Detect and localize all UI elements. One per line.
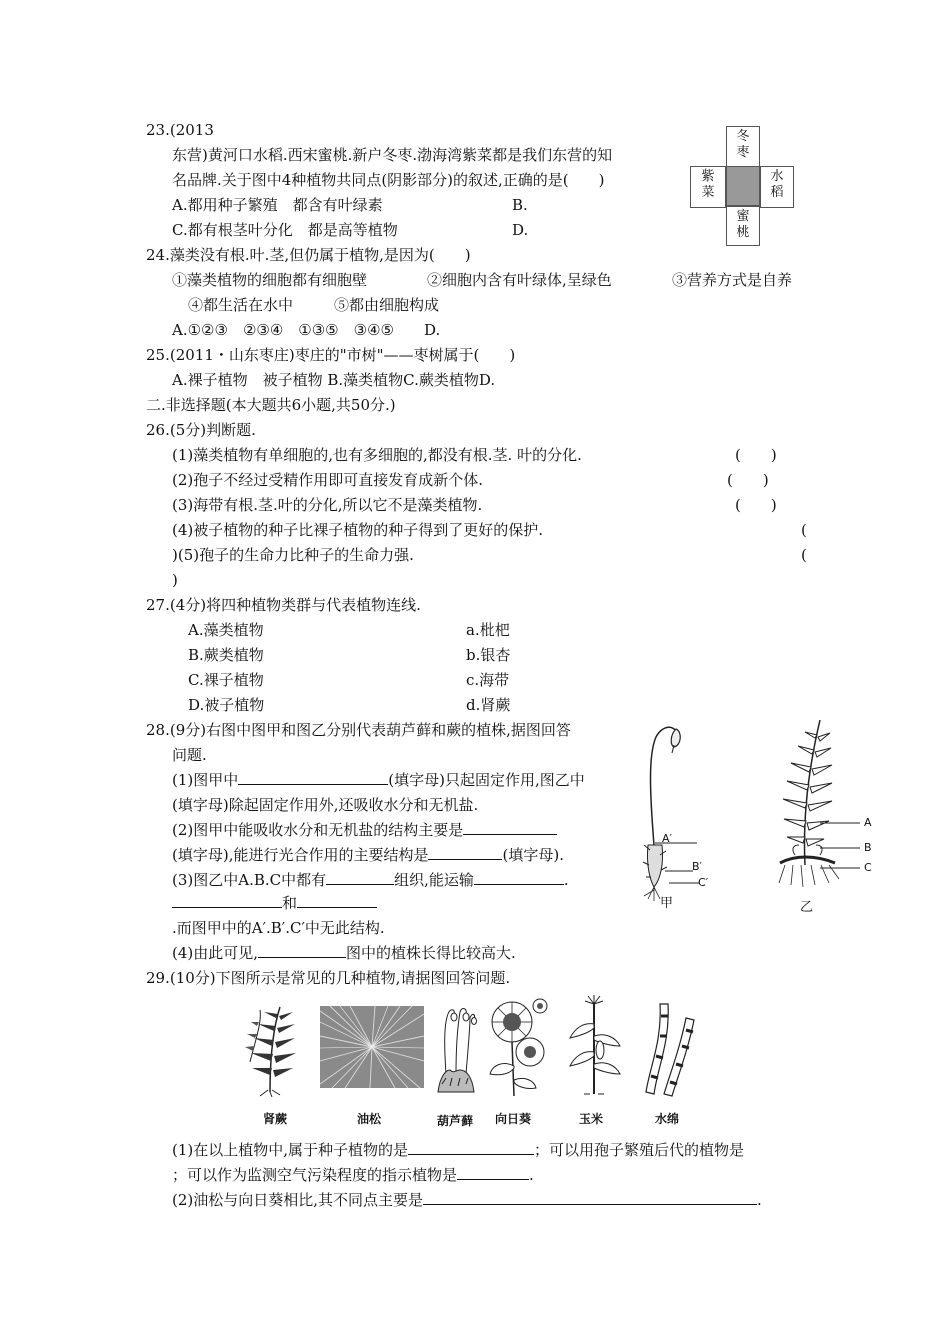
fern-label-a: A	[864, 816, 872, 829]
q26-item-4: (4)被子植物的种子比裸子植物的种子得到了更好的保护.	[172, 521, 544, 539]
q27-stem: 27.(4分)将四种植物类群与代表植物连线.	[146, 596, 421, 614]
q27-plant[interactable]: d.肾蕨	[466, 696, 511, 714]
text: 和	[282, 894, 298, 912]
text: (填字母)只起固定作用,图乙中	[388, 771, 585, 789]
answer-paren-close: )	[172, 571, 178, 589]
q24-statement-5: ⑤都由细胞构成	[334, 296, 440, 314]
q29-stem: 29.(10分)下图所示是常见的几种植物,请据图回答问题.	[146, 969, 511, 987]
fern-leader-lines	[820, 818, 865, 878]
q24-statement-4: ④都生活在水中	[188, 296, 294, 314]
cell-shuidao: 水 稻	[760, 166, 794, 208]
text: ；可以用孢子繁殖后代的植物是	[534, 1141, 745, 1159]
pine-image	[320, 1006, 424, 1088]
cell-zicai: 紫 菜	[690, 166, 726, 208]
q26-item-1: (1)藻类植物有单细胞的,也有多细胞的,都没有根.茎. 叶的分化.	[172, 446, 582, 464]
shaded-common-area	[726, 166, 760, 206]
answer-blank[interactable]	[326, 870, 394, 885]
q25-stem: 25.(2011・山东枣庄)枣庄的"市树"——枣树属于( )	[146, 346, 516, 364]
text: (2)图甲中能吸收水分和无机盐的结构主要是	[172, 821, 464, 839]
q26-item-5: )(5)孢子的生命力比种子的生命力强.	[172, 546, 414, 564]
q23-cross-diagram	[690, 126, 794, 244]
q29-line-1	[172, 1140, 744, 1160]
q27-plant[interactable]: c.海带	[466, 671, 510, 689]
fern-label-c: C	[864, 861, 872, 874]
fern-caption: 乙	[800, 900, 814, 915]
q24-stem: 24.藻类没有根.叶.茎,但仍属于植物,是因为( )	[146, 246, 471, 264]
answer-paren-open[interactable]: (	[801, 521, 807, 539]
moss-image	[432, 1004, 480, 1094]
corn-image	[566, 994, 622, 1096]
caption-moss: 葫芦藓	[436, 1114, 473, 1128]
kidney-fern-image	[240, 1002, 310, 1097]
moss-caption: 甲	[660, 896, 674, 911]
q24-options: A.①②③ ②③④ ①③⑤ ③④⑤ D.	[172, 321, 441, 339]
answer-blank[interactable]	[238, 770, 388, 785]
q24-statement-2: ②细胞内含有叶绿体,呈绿色	[427, 271, 612, 289]
moss-leader-lines	[655, 838, 703, 888]
text: (填字母).	[502, 846, 564, 864]
q27-plant[interactable]: a.枇杷	[466, 621, 510, 639]
cell-dongzao: 冬 枣	[726, 126, 760, 168]
q23-option-d: D.	[512, 221, 529, 239]
q23-option-a: A.都用种子繁殖 都含有叶绿素	[172, 196, 383, 214]
answer-paren[interactable]: ( )	[735, 496, 777, 514]
section-heading: 二.非选择题(本大题共6小题,共50分.)	[146, 396, 396, 414]
answer-paren[interactable]: ( )	[727, 471, 769, 489]
q27-group[interactable]: C.裸子植物	[188, 671, 264, 689]
spirogyra-image	[640, 996, 700, 1098]
cell-mitao: 蜜 桃	[726, 206, 760, 246]
text: .	[563, 871, 569, 889]
answer-paren-open[interactable]: (	[801, 546, 807, 564]
q28-line-8	[172, 943, 516, 963]
q26-item-3: (3)海带有根.茎.叶的分化,所以它不是藻类植物.	[172, 496, 483, 514]
moss-label-b: B′	[692, 860, 703, 873]
text: 组织,能运输	[394, 871, 474, 889]
fern-label-b: B	[864, 841, 872, 854]
text: (填字母),能进行光合作用的主要结构是	[172, 846, 429, 864]
q27-group[interactable]: A.藻类植物	[188, 621, 264, 639]
q29-line-2	[172, 1165, 534, 1185]
q27-group[interactable]: B.蕨类植物	[188, 646, 264, 664]
text: (1)在以上植物中,属于种子植物的是	[172, 1141, 409, 1159]
caption-corn: 玉米	[578, 1112, 603, 1126]
text: ；可以作为监测空气污染程度的指示植物是	[172, 1166, 458, 1184]
answer-paren[interactable]: ( )	[735, 446, 777, 464]
answer-blank[interactable]	[428, 845, 502, 860]
text: (3)图乙中A.B.C中都有	[172, 871, 327, 889]
answer-blank[interactable]	[172, 893, 282, 908]
q28-line-3	[172, 820, 557, 840]
text: (4)由此可见,	[172, 944, 259, 962]
answer-blank[interactable]	[463, 820, 557, 835]
text: .	[529, 1166, 534, 1184]
answer-blank[interactable]	[297, 893, 377, 908]
text: 图中的植株长得比较高大.	[346, 944, 516, 962]
text: .	[757, 1191, 762, 1209]
q23-line1: 23.(2013	[146, 121, 214, 139]
q27-group[interactable]: D.被子植物	[188, 696, 265, 714]
q26-item-2: (2)孢子不经过受精作用即可直接发育成新个体.	[172, 471, 484, 489]
q28-line-7: .而图甲中的A′.B′.C′中无此结构.	[172, 919, 385, 937]
q23-option-c: C.都有根茎叶分化 都是高等植物	[172, 221, 398, 239]
text: (1)图甲中	[172, 771, 239, 789]
sunflower-image	[482, 994, 552, 1098]
text: (2)油松与向日葵相比,其不同点主要是	[172, 1191, 424, 1209]
answer-blank[interactable]	[474, 870, 564, 885]
q23-option-b: B.	[512, 196, 528, 214]
q25-options: A.裸子植物 被子植物 B.藻类植物C.蕨类植物D.	[172, 371, 496, 389]
answer-blank[interactable]	[457, 1165, 529, 1180]
moss-label-a: A′	[662, 832, 673, 845]
q24-statement-1: ①藻类植物的细胞都有细胞壁	[172, 271, 368, 289]
caption-spirogyra: 水绵	[654, 1112, 679, 1126]
q28-stem: 28.(9分)右图中图甲和图乙分别代表葫芦藓和蕨的植株,据图回答	[146, 721, 571, 739]
answer-blank[interactable]	[408, 1140, 534, 1155]
q28-line-4	[172, 845, 564, 865]
q29-line-3	[172, 1190, 762, 1210]
q23-line2: 东营)黄河口水稻.西宋蜜桃.新户冬枣.渤海湾紫菜都是我们东营的知	[172, 146, 613, 164]
caption-sunflower: 向日葵	[494, 1112, 531, 1126]
q28-stem-cont: 问题.	[172, 746, 207, 764]
q24-statement-3: ③营养方式是自养	[672, 271, 793, 289]
q28-line-1	[172, 770, 585, 790]
answer-blank[interactable]	[258, 943, 346, 958]
caption-kidney-fern: 肾蕨	[262, 1112, 287, 1126]
caption-pine: 油松	[356, 1112, 381, 1126]
q27-plant[interactable]: b.银杏	[466, 646, 511, 664]
q23-line3: 名品牌.关于图中4种植物共同点(阴影部分)的叙述,正确的是( )	[172, 171, 605, 189]
moss-label-c: C′	[698, 876, 709, 889]
q28-line-6	[172, 893, 377, 913]
answer-blank[interactable]	[423, 1190, 757, 1205]
q28-line-2: (填字母)除起固定作用外,还吸收水分和无机盐.	[172, 796, 479, 814]
q26-stem: 26.(5分)判断题.	[146, 421, 256, 439]
q28-line-5	[172, 870, 569, 890]
